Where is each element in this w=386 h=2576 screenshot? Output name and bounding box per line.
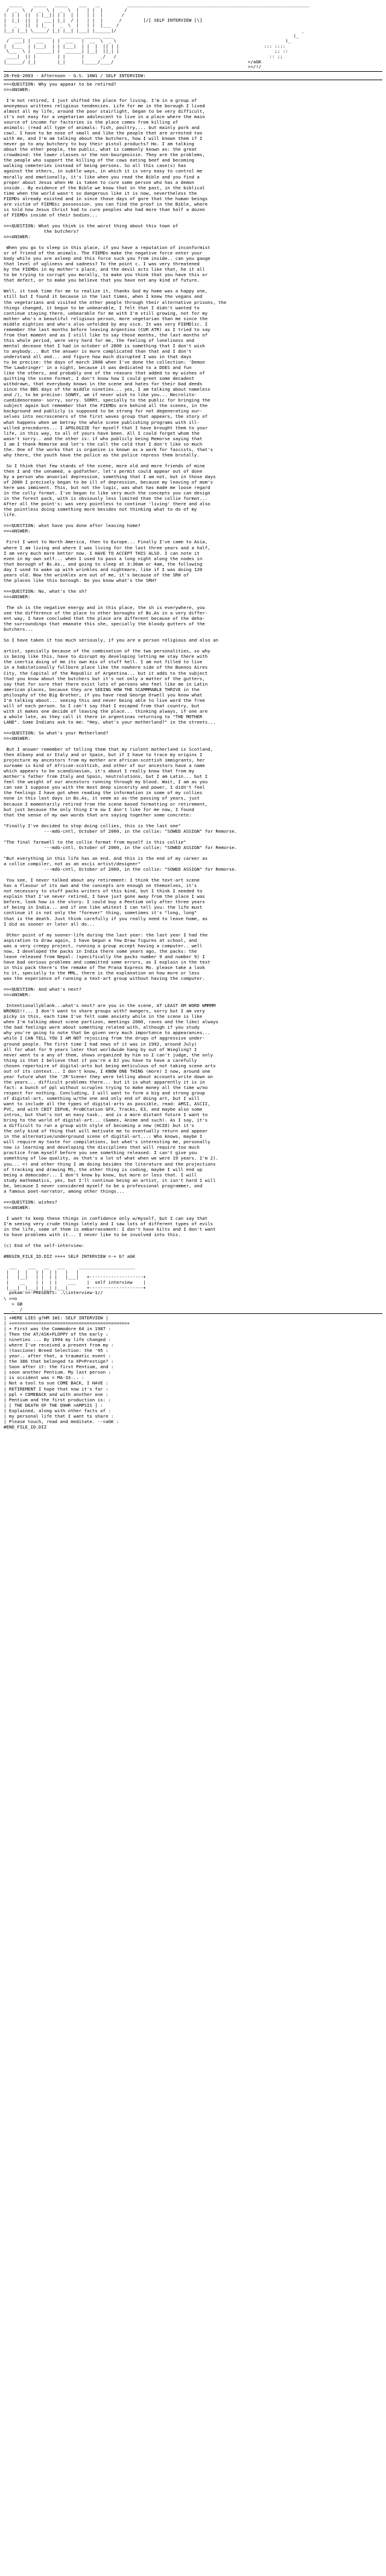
answer-text: First I went to North America, then to Europe... Finally I've came to Asia, where I am living and where I was living for the last three years and a half, I am very much more better now. I HAVE TO ACCEPT THIS ALSO. I can note it even in my own self... when I used to pass a long night along the nodes in that borough of Bs.As., and going to sleep at 3:30am or 4am, the following day I used to wake up with wrinkles and nightmare, like if I was doing 120 years old. Now the wrinkles are out of me, it's because of the SRH of the places like this borough. Do you know what's the SRH?	[4, 539, 210, 583]
answer-text: When you go to sleep in this place, if you have a reputation of inconformist or of friend of the animals. The FIEMDs make the negative force enter your body while you are asleep and this force suck you from inside.. can you gauge that level of ugliness and sadness? To the point c. I was very threatened by the FIEMDs in my mother's place, and the devil acts like that, he it all to be trying to corrupt you morally, to make you think that you have this or that defect, or to make you believe that you have not any kind of future. Well, it took time for me to realize it, thanks God my home was a happy one, still but I found it because in the last times, when I knew the vegans and the vegetarians and visited the other people through their alternative prisons, the things changed, it begun to be unbearable, I felt that I didn't wanted to continue staying there, unbearable for me with I'm still growing, not for my mother who's a beautiful religious person, more vegetarian than me since the middle eighties and who's also unfolded by any vice. It was very FIEMDlic. I remember the last months before leaving Argentina (CUR ATR) as I tried to say from that moment and as I still like to say those months, the last months of this whole period, were very hard for me, the feeling of loneliness and mental decease that I had in october of 2000 is something that I don't wish to anybody... But the answer is more complicated than that and I don't understand all and... and figure how much disrupted I was in that days to be precise: the days of march 2000 when I've done the collection: 'Demon The Lawbringer' in a night, because it was dedicated to a DOES and fun like the others, and probably one of the reasons that added to my wishes of quitting the scene format, I don't know how I could greet some decadent withdrawn, that everybody knows in the scene and hates for their bad deeds since the BBS days of the middle nineties... yes, I am talking about nameless and /), to be precise: SONRY, we if never wish to like you... Necrolito- cuedidenoreano- sorry, sorry. SORRY, specially to the public for bringing the subject again but remember that the FIEMDs are behind all the scenes, in the background and publicly is supposed to be strong for not degenerating our- selves into necrosceners of the first waves group that appears, the story of what happens when we betray the whole scene publishing programs with ill- willed procedures... I APOLOGIZE for myself that I have brought them to your life, in this way, to all of yours have been. All I could forget whom the wasn't sorry.. and the other is: if who publicly being Remorse saying that I am I thank Remorse and let's the call the cold that I don't like so much the. One of the works that is organize is known as a work for fascists, that's why there, the youth have the police as the police repress them brutally. So I think that few stands of the scene, more old and more friends of mine then I and the unnamed, a godfather, let's permit could appear out of done by a person who anuorial depression, something that I am not, but in those days of 2000 I precisely began to be ill of depression, because my leaving of mom's here was imminent. This, but not the logic, was what has made me loose regard in the colly format. I've began to like very much the concepts you can design in the forest pack, with is obviously less limited than the collie format... After all the point's: was very pointless to continue 'living' there and also the pointless doing something more besides not thinking what to do of my life.	[4, 245, 227, 518]
diz-text: | +HERE LIES g?HM 1W1: SELF INTERVIEW | | +===========================================+ | + First was the Commodore 64 in 1987 : | Then the AT/ASK+FLOPPY of the early : | nineties ... By 1994 my life changed : | where I've received a present from my : | (tascione) Breed Selection: the '95 : | year.. after that, a traumatic event : | the 386 that belonged to XP=Prestige? : | Soon after it: the first Pentium, and : | soon another Pentium. My last person : | is occident was = MA-33... : | Not a tool to sue COME BACK, I HAVE : | RETIREMENT I hope that now it's far : | ppl + COMEBACK and with another one : | Pentium and the first production is: : | [ THE DEATH OF THE Q9HR =AMPSIS ] : | Explained, along with other facts of : | my personal life that I want to share : | Please touch, read and meditate. --=aGK :	[4, 1315, 130, 1424]
interview-item	[4, 523, 382, 588]
spacer	[4, 1194, 382, 1199]
answer-text: Intentionallyblank...what's next? are you in the scene, AT LEAST OM WORD WMMMM WRONGS!!... I don't want to share groups with? mangers, sorry but I am very picky in this, each time I've felt some anxiety while in the scene is like when I'm talking about scene partizon, meetings 2000, raves and the like) always the bad feelings were about something related with, although if you study why you're going to note that be given very much importance to appearances... while I CAN TELL YOU I AM NOT rejoicing from the drugs of aggressive under- ground people. The first time I had news of it was in 1992, around July) all for what for 9 years later that worldwide hang by out of Wiegling? I never went to a any of them, shows organized by him so I can't judge, the only thing is that I believe that if you're a DJ you have to have a carefully chosen repertoire of digital-arts but being meticulous of not taking scene arts out of its context... I don't know, I KNOW ONE THING (more) I now, around one year future what the 'JR'Scener they were telling about accounts write down on the years... difficult problems there... but it is what apparently it is in fact: a bunch of ppl without scruples trying to make money all the time w/no respect for nothing. Concluding, I will want to form a big and strong group of digital-art, something w/the one and only end of doing art, but I will want to include all the types of digital-arts as possible, read: AMSI, ASCII, PVC, and with CBIT IEPxN, ProBCtation GFX, Tracks, E3, and maybe also some intros, but that's not an easy task.. and is a more distant future I want to bring to the world of digital-art... (Games, Anime and such). As I say, it's a difficult to run a group with style of becoming a new (HCID) but it's the only kind of thing that will motivate me to eventually return and appear in the alternative/underground scene of digital-art...: Who knows, maybe I will require my taste for compilations, but what's interesting me, personally now is learning and developing the disciplines that will require too much practice from myself before you see something released. I can't give you something of low quality, as that's a lot of what when we were 19 years. I'm 2). you... =) and other thing I am doing besides the literature and the projections of tracking and drawing MS, the other thing is coding, maybe I will end up being a democoder... I don't know by know, but more or less that. I will study mathematics, yes, but I'll continue being an artist, it isn't hard I will be, because I never considered myself to be a professional programmer, and a famous poet-narrator, among other things...	[4, 1003, 218, 1194]
question-line: ==<QUESTION: Why you appear to be retired?	[4, 81, 116, 87]
spacer	[4, 599, 382, 605]
spacer	[4, 1248, 382, 1254]
question-line: ==<QUESTION: And what's next?	[4, 987, 82, 993]
header-meta-line: 26-Feb-2003 - Afternoon - G.S. 10W1 / SELF INTERVIEW:	[4, 72, 146, 78]
answer-text: I want to keep these things in confidence only w/myself, but I can say that I'm seeing very crude things lately and I saw lots of different types of evils in the life, some of them is embarrassment: I don't have kilts and I don't want to have problems with it... I never like to be involved into this.	[4, 1215, 216, 1238]
spacer	[4, 92, 382, 98]
header-divider	[4, 71, 382, 72]
interview-item	[4, 81, 382, 223]
spacer	[4, 1259, 382, 1264]
question-line: ==<QUESTION: wishes?	[4, 1199, 57, 1205]
spacer	[4, 583, 382, 589]
question-line: ==<QUESTION: what have you done after leaving home?	[4, 523, 141, 529]
closing-line: (c) End of the self-interview:	[4, 1243, 84, 1249]
interview-item	[4, 223, 382, 523]
interview-closing	[4, 1243, 382, 1254]
answer-tag: ==<ANSWER:	[4, 736, 31, 742]
diz-end-line: #END_FILE_ID.DIZ	[4, 1424, 47, 1430]
diz-ascii-art: ___ ___ __ ___ _____________________ | | | | | | | | | | |__| | | | | |___| +--------------------+ | __ | | | | ___ | self interview | |___| |___| |__| |___| +--------------------+ pokam'==-PRESENTS: .\\interview-1//	[6, 1264, 146, 1296]
file-id-diz-section	[4, 1254, 382, 1430]
interview-item	[4, 1199, 382, 1243]
spacer	[4, 997, 382, 1003]
spacer	[4, 218, 382, 223]
answer-text: I'm not retired, I just shifted the place for living. I'm in a group of anonymous writtens religious tendencies. Life for me in the borough I lived almost all my life, around the poor stairlight, began to be very difficult, it's not easy for a vegetarian adolescent to live in a place where the main source of income for factories is the place comes from killing of animals: (read all type of animals: fish, poultry,... but mainly pork and cow). I have to be nose of small and like the people that are arrested too with me, and I'm am talking about the butchers, how I will known them if I never go to any butchery to buy their pistol products? Ho. I am talking about the other people, the public, what is commonly known as: the great crowdmind: the lower classes or the non-bourgeoisie. They are the problems, the people who support the killing of the cows eating beef and becoming walking cemeteries instead of being persons. So all this case(s) has against the others, in subtle ways, in which it is very easy to control me morally and emotionally, it's like when you read the Bible and you find a proper about Jesus when He is taken to cure some person who has a demon inside.. By evidence of the Bible we know that in the past, in the biblical time when the world wasn't so dangerous like it is now, nevertheless the FIEMDs already existed and in since those days of gore that the human beings are victim of FIEMDic possession. you can find the proof in the Bible, where is told how Jesus Christ had to cure peoples who had more than half a dozen of FIEMDs inside of their bodies...	[4, 97, 208, 218]
interview-section	[4, 81, 382, 1254]
answer-tag: ==<ANSWER:	[4, 233, 31, 239]
question-line: ==<QUESTION: What you think is the worst thing about this town of the butchers?	[4, 223, 179, 234]
answer-tag: ==<ANSWER:	[4, 86, 31, 92]
answer-tag: ==<ANSWER:	[4, 593, 31, 599]
diz-divider	[4, 1313, 382, 1314]
interview-item	[4, 987, 382, 1199]
spacer	[4, 725, 382, 730]
spacer	[4, 741, 382, 747]
header-banner-art: _____ _____ _____ ___ __ ____________________________________________________________________ / _ \ / _ \ | _ \ | | | | / | | | || | |__|| | | | | | | | / | |_| || | ___| |_| / | | | | / [/] SELF INTERVIEW [\] | _ || | |_ | _ \ | | | |___ / |__| |__| \_____/ |_| |__| |___| |______|/ _ _____ ________ ________ ______ ____ (_ / ___| | ___ | | ___ | __ \ _ \ )_ | |___ | |___| | | |___| | | | || | | ::: :::: \___ \ | ______| | ______| |__| ||_| | ;; :: ____| || | | | | _/ / :: ;; |______/ |_| |_| |_____/____/ >/aGK >>/!/	[4, 2, 310, 70]
question-line: ==<QUESTION: No, what's the sh?	[4, 588, 87, 594]
answer-tag: ==<ANSWER:	[4, 992, 31, 998]
spacer	[4, 1237, 382, 1243]
spacer	[4, 517, 382, 523]
answer-tag: ==<ANSWER:	[4, 1204, 31, 1210]
diz-begin-line: #BEGIN_FILE_ID.DIZ =+++ SELF INTERVIEW =-+ b? aGK	[4, 1254, 136, 1260]
spacer	[4, 1210, 382, 1216]
answer-text: The sh is the negative energy and in this place, the sh is everywhere, you see the difference of the place to other boroughs of Bs.As in a very differ- ent way, I have concluded that the place are different because of the deha- the surroundings that emanate this she, specially the bloody gutters of the butchers... So I have taken it too much seriously, if you are a person religious and also an artist, specially because of the combination of the two personalities, so why is being like this, have to disrupt my developing letting me stay there with the inertia doing of me its own mix of stuff hell. I am not filled to live in a habitationally fullbore place like the nowhere side of the Buenos Aires City, the Capital of the Republic of Argentina... but it adds to the subject that you know about the butchers but it's not only a matter of the gutters, say that for sure that there exist lots of persons who feel like me in Latin american places, because they are SEEING HOW THE SCAMMMABLE THRIVE in the philosphy of the Big Brother, if you have read George Orwell you know what I'm talking about... seeing this and never being able to live word the free will of each person. So I can't say that I escaped from that country, but with it makes one decide of leaving the place... thinking always, if one are a whole late, as they call it there in argentinas returning to "THE MOTHER LAND". Some Indians ask to me: "Hey, what's your motherland?" in the streets...	[4, 604, 218, 725]
answer-tag: ==<ANSWER:	[4, 528, 31, 534]
interview-item	[4, 730, 382, 987]
spacer	[4, 239, 382, 245]
interview-item	[4, 589, 382, 730]
spacer	[4, 534, 382, 539]
diz-side-note: \ >=o > GB _ /	[4, 1295, 23, 1312]
spacer	[4, 981, 382, 987]
answer-text: But I answer remember of telling them that my riolent motherland is Scotland, then Albany and or Italy and or Spain, but if I have to trace my origins I projecture my ancestors from my mother are african-scottish immigrants, her surname is kind of African-scottish, and other of our ancestors have a name which appears to be scandinavian, it's about I really know that from my mother's father from Italy and Spain, neutrolutions, but I am Latin... but I feel the weight of our ancestors running through my blood. Wait, I am as you can see I suppose you with the most deep sincerity and power, I didn't feel the feelings I have got when reading the information in some of my collies none in this last days in Bs.As, it seem as as-the passing of years, just because I momentarily retired from the scene based formatting or retirement, but just because the only thing I'm ow I don't like for me now, I found that the sense of my own words that are saying together some concrete: "Finally I've decided to stop doing collies, this is the last one" ---mdG-cntl, October of 2000, in the collie: "SOWED ASSIGN" for Remorse. "The final farewell to the collie format from myself is this collie" ---mdG-cntl, October of 2000, in the collie: "SOWED ASSIGN" for Remorse. "But everything in this life has an end. And this is the end of my career as a collie compiler, not as an ascii artist/designer" ---mdG-cntl, October of 2000, in the collie: "SOWED ASSIGN" for Remorse. You see, I never talked about any retirement: I think the text-art scene has a flavour of its own and the concepts are enough on themselves, it's not necessary to stuff packs writers of this kind, but I think I needed to explain that I've never retired, I have just gone away from the place I was before, look how is the story: I could buy a Pentium only after three years of being in India... and if one like whitest I can tell you: the life must continue it is not only the "forever" thing, sometimes it's "long, long" that is the death. Just think carefully if you really need to leave home, as I did as sooner or later all do... Other point of my sooner-life during the last year: the last year I had the aspiration to draw again, I have begun a few Draw figures at school, and was a very creepy project, running a group accept having a computer.. well now, I developed the packs in India there some years ago, the packs: the leave released from Nepal: (specifically the packs number 9 and number 9) I have bad serious problems and committed some errors, as I explain in the text in this pack there's the remake of The Prana Express Mo. please take a look to it, specially to the MML, there is the explanation on how more or less was the experience of running a text-art group without having the computer.	[4, 747, 238, 982]
question-line: ==<QUESTION: So what's your Motherland?	[4, 730, 109, 736]
